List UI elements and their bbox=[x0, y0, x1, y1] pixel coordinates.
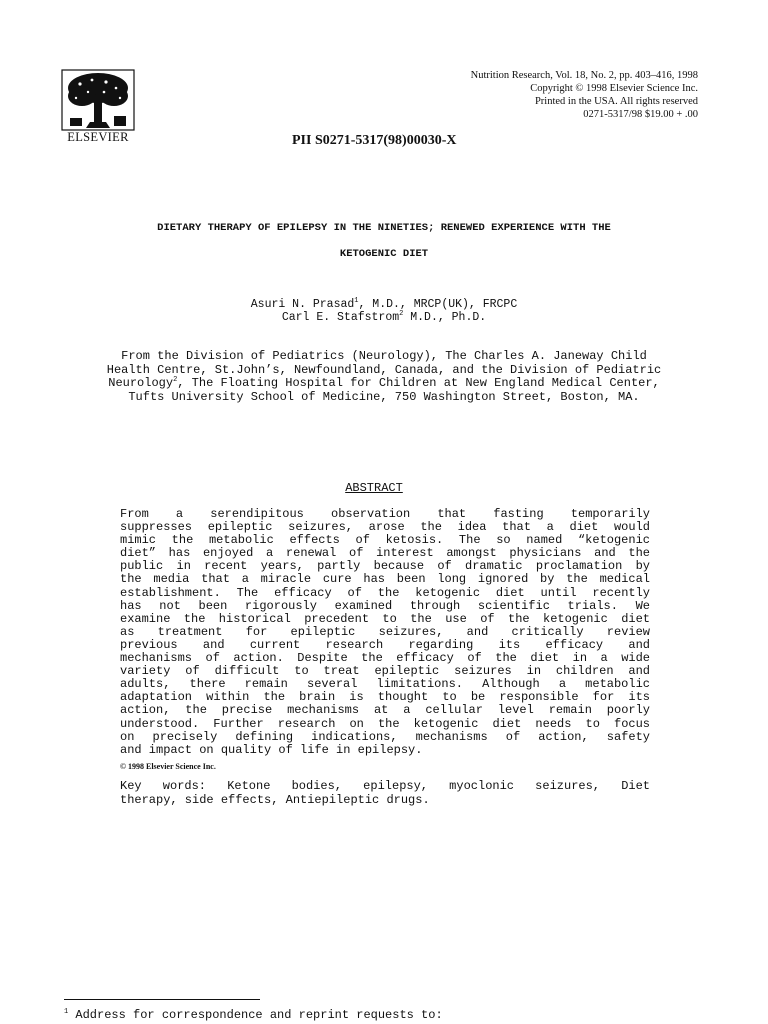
elsevier-tree-logo-icon bbox=[60, 68, 136, 132]
affiliation-line-3-end: , The Floating Hospital for Children at New England Medical Center, bbox=[177, 376, 660, 390]
journal-citation: Nutrition Research, Vol. 18, No. 2, pp. 403–416, 1998 bbox=[470, 70, 698, 81]
authors bbox=[120, 298, 648, 324]
abstract-line: action, the precise mechanisms at a cellular level remain poorly bbox=[120, 703, 650, 718]
abstract-body bbox=[120, 508, 650, 757]
publisher-name: ELSEVIER bbox=[67, 130, 129, 144]
abstract-line: on precisely defining indications, mechanisms of action, safety bbox=[120, 729, 650, 744]
keywords-line-1: Key words: Ketone bodies, epilepsy, myoclonic seizures, Diet bbox=[120, 779, 650, 793]
author-1-degrees: , M.D., MRCP(UK), FRCPC bbox=[358, 298, 518, 311]
pii-identifier: PII S0271-5317(98)00030-X bbox=[292, 133, 457, 148]
abstract-copyright: © 1998 Elsevier Science Inc. bbox=[120, 762, 216, 771]
affiliation bbox=[60, 350, 708, 404]
author-1-footnote-mark: 1 bbox=[354, 297, 359, 306]
affiliation-line-3 bbox=[60, 377, 708, 391]
abstract-line: adults, there remain several limitations. Although a metabolic bbox=[120, 677, 650, 692]
abstract-line: variety of difficult to treat epileptic seizures in children and bbox=[120, 664, 650, 679]
author-2 bbox=[120, 311, 648, 324]
paper-title-line-1: DIETARY THERAPY OF EPILEPSY IN THE NINETIES; RENEWED EXPERIENCE WITH THE bbox=[157, 222, 611, 234]
abstract-line: From a serendipitous observation that fasting temporarily bbox=[120, 507, 650, 521]
abstract-line: as treatment for epileptic seizures, and critically review bbox=[120, 624, 650, 639]
footnote-mark: 1 bbox=[64, 1008, 69, 1016]
abstract-line: has not been rigorously examined through scientific trials. We bbox=[120, 598, 650, 613]
abstract-line: and impact on quality of life in epilepsy. bbox=[120, 742, 423, 757]
affiliation-line-2: Health Centre, St.John’s, Newfoundland, Canada, and the Division of Pediatric bbox=[106, 362, 662, 377]
abstract-line: adaptation within the brain is thought to be responsible for its bbox=[120, 690, 650, 705]
abstract-line: previous and current research regarding its efficacy and bbox=[120, 637, 650, 652]
abstract-heading: ABSTRACT bbox=[345, 481, 403, 495]
author-2-footnote-mark: 2 bbox=[399, 310, 404, 319]
author-2-name: Carl E. Stafstrom bbox=[281, 311, 400, 324]
affiliation-line-1: From the Division of Pediatrics (Neurology), The Charles A. Janeway Child bbox=[121, 349, 647, 363]
abstract-line: mechanisms of action. Despite the efficacy of the diet in a wide bbox=[120, 651, 650, 666]
abstract-line: public in recent years, partly because of dramatic proclamation by bbox=[120, 559, 650, 574]
abstract-line: establishment. The efficacy of the ketogenic diet until recently bbox=[120, 585, 650, 600]
affiliation-footnote-mark: 2 bbox=[173, 376, 178, 384]
abstract-line: examine the historical precedent to the use of the ketogenic diet bbox=[120, 611, 650, 626]
affiliation-line-4: Tufts University School of Medicine, 750 Washington Street, Boston, MA. bbox=[128, 389, 640, 404]
author-1-name: Asuri N. Prasad bbox=[250, 298, 355, 311]
keywords-line-2: therapy, side effects, Antiepileptic drugs. bbox=[120, 792, 430, 807]
author-2-degrees: M.D., Ph.D. bbox=[403, 311, 487, 324]
journal-issn: 0271-5317/98 $19.00 + .00 bbox=[583, 109, 698, 120]
journal-printed: Printed in the USA. All rights reserved bbox=[534, 96, 698, 107]
abstract-line: understood. Further research on the ketogenic diet needs to focus bbox=[120, 716, 650, 731]
author-1 bbox=[120, 298, 648, 311]
abstract-line: suppresses epileptic seizures, arose the idea that a diet would bbox=[120, 520, 650, 535]
abstract-line: diet” has enjoyed a renewal of interest amongst physicians and the bbox=[120, 546, 650, 561]
paper-title-line-2: KETOGENIC DIET bbox=[339, 248, 429, 260]
footnote-divider bbox=[64, 999, 260, 1000]
journal-copyright: Copyright © 1998 Elsevier Science Inc. bbox=[530, 83, 698, 94]
affiliation-line-3-start: Neurology bbox=[108, 376, 174, 390]
footnote bbox=[64, 1008, 443, 1022]
abstract-line: mimic the metabolic effects of ketosis. The so named “ketogenic bbox=[120, 533, 650, 548]
journal-info bbox=[471, 69, 698, 121]
footnote-text: Address for correspondence and reprint requests to: bbox=[68, 1008, 443, 1022]
abstract-line: the media that a miracle cure has been long ignored by the medical bbox=[120, 572, 650, 587]
keywords bbox=[120, 780, 650, 807]
